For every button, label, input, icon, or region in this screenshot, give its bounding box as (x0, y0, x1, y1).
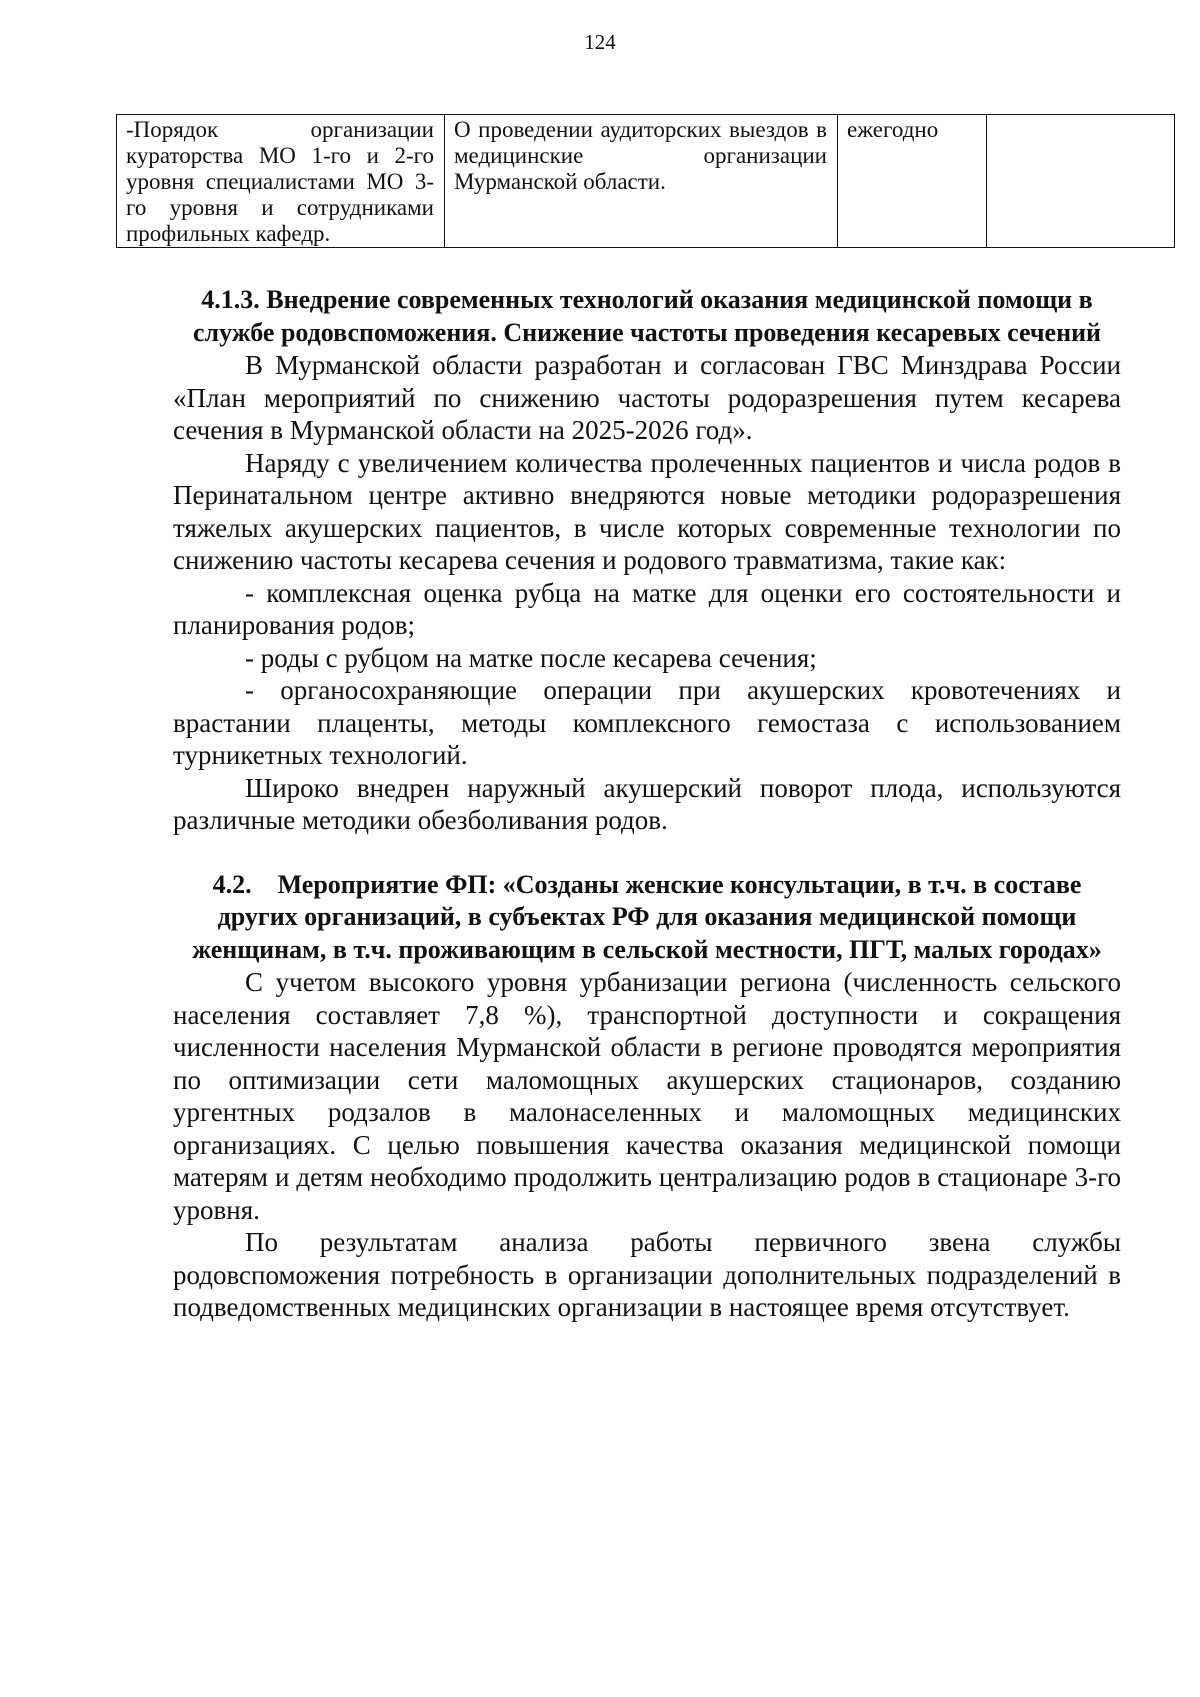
paragraph: С учетом высокого уровня урбанизации региона (численность сельского населения составляет 7,8 %), транспортной доступности и сокращения численности населения Мурманской области в регионе проводятся мероприятия по оптимизации сети маломощных акушерских стационаров, созданию ургентных родзалов в малонаселенных и маломощных медицинских организациях. С целью повышения качества оказания медицинской помощи матерям и детям необходимо продолжить централизацию родов в стационаре 3-го уровня. (173, 967, 1121, 1225)
page-number: 124 (584, 30, 616, 54)
table-cell-description: О проведении аудиторских выездов в медицинские организации Мурманской области. (445, 115, 838, 248)
list-item: - роды с рубцом на матке после кесарева сечения; (245, 642, 817, 673)
paragraph: Наряду с увеличением количества пролеченных пациентов и числа родов в Перинатальном центре активно внедряются новые методики родоразрешения тяжелых акушерских пациентов, в числе которых современные технологии по снижению частоты кесарева сечения и родового травматизма, такие как: (173, 447, 1121, 575)
section-title: Мероприятие ФП: «Созданы женские консультации, в т.ч. в составе других организаций, в субъектах РФ для оказания медицинской помощи женщинам, в т.ч. проживающим в сельской местности, ПГТ, малых городах» (192, 869, 1102, 964)
paragraph: В Мурманской области разработан и согласован ГВС Минздрава России «План мероприятий по снижению частоты родоразрешения путем кесарева сечения в Мурманской области на 2025-2026 год». (173, 350, 1121, 445)
paragraph: Широко внедрен наружный акушерский поворот плода, используются различные методики обезболивания родов. (173, 772, 1121, 835)
section-heading-4-1-3: 4.1.3. Внедрение современных технологий оказания медицинской помощи в службе родовспоможения. Снижение частоты проведения кесаревых сечений (192, 285, 1102, 347)
section-heading-4-2 (173, 869, 1121, 967)
paragraph: По результатам анализа работы первичного звена службы родовспоможения потребность в организации дополнительных подразделений в подведомственных медицинских организации в настоящее время отсутствует. (173, 1227, 1121, 1322)
list-item: - органосохраняющие операции при акушерских кровотечениях и врастании плаценты, методы комплексного гемостаза с использованием турникетных технологий. (173, 675, 1121, 770)
table-cell-period: ежегодно (838, 115, 987, 248)
continuation-table (116, 114, 1175, 248)
document-body (173, 284, 1121, 1324)
list-item: - комплексная оценка рубца на матке для оценки его состоятельности и планирования родов; (173, 577, 1121, 640)
section-number: 4.2. (212, 869, 252, 899)
table-cell-procedure: -Порядок организации кураторства МО 1-го и 2-го уровня специалистами МО 3-го уровня и сотрудниками профильных кафедр. (117, 115, 445, 248)
table-row (117, 115, 1175, 248)
table-cell-empty (987, 115, 1175, 248)
